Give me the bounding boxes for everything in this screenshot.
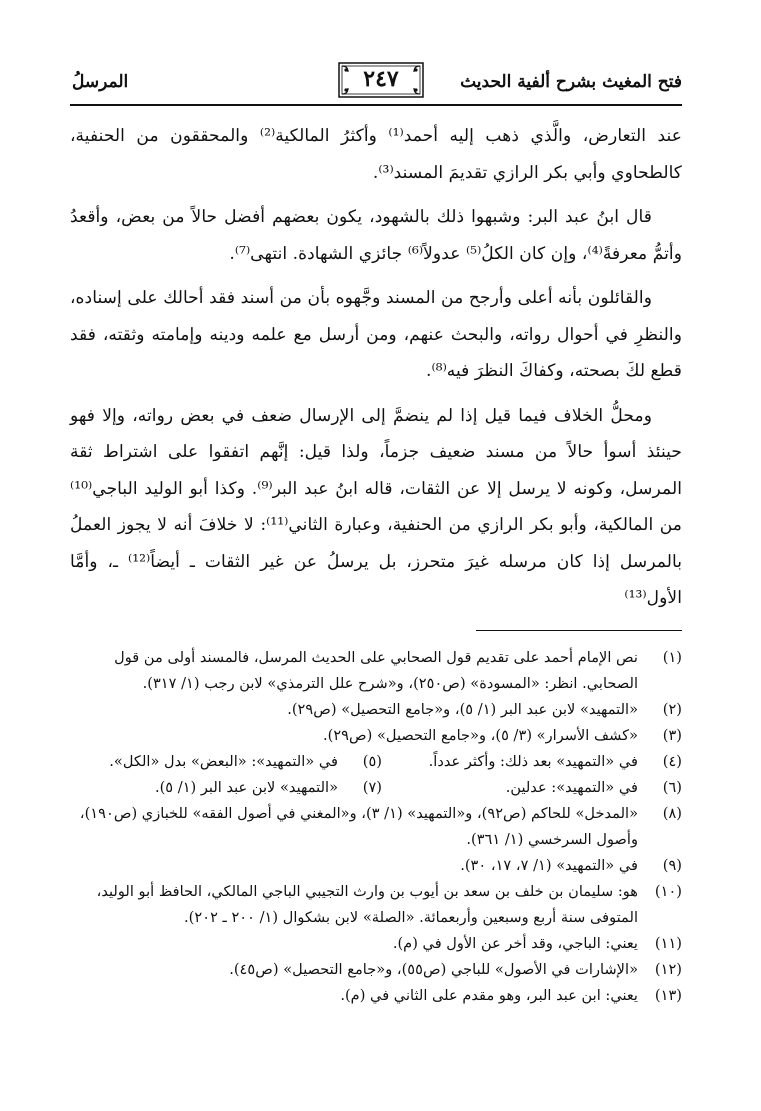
footnote-number: (٢) xyxy=(662,701,682,718)
footnote-text: «التمهيد» لابن عبد البر (١/ ٥). xyxy=(154,779,338,796)
footnote-number: (٥) xyxy=(362,753,382,770)
paragraph: ومحلُّ الخلاف فيما قيل إذا لم ينضمَّ إلى الإرسال ضعف في بعض رواته، وإلا فهو حينئذ أسوأ حالاً من مسند ضعيف جزماً، ولذا قيل: إنَّهم اتفقوا على اشتراط ثقة المرسل، وكونه لا يرسل إلا عن الثقات، قاله ابنُ عبد البر⁽⁹⁾. وكذا أبو الوليد الباجي⁽¹⁰⁾ من المالكية، وأبو بكر الرازي من الحنفية، وعبارة الثاني⁽¹¹⁾: لا خلافَ أنه لا يجوز العملُ بالمرسل إذا كان مرسله غيرَ متحرز، بل يرسلُ عن غير الثقات ـ أيضاً⁽¹²⁾ ـ، وأمَّا الأول⁽¹³⁾ xyxy=(70,405,683,608)
footnote-number: (٦) xyxy=(662,779,682,796)
footnote-number: (١٣) xyxy=(654,987,682,1004)
header-rule xyxy=(70,104,682,106)
footnote xyxy=(70,801,682,853)
footnote-pair xyxy=(70,775,682,801)
footnote-text: في «التمهيد»: «البعض» بدل «الكل». xyxy=(109,753,338,770)
footnote-number: (٨) xyxy=(662,805,682,822)
footnote-text: «المدخل» للحاكم (ص٩٢)، و«التمهيد» (١/ ٣)، و«المغني في أصول الفقه» للخبازي (ص١٩٠)، وأصول السرخسي (١/ ٣٦١). xyxy=(79,805,638,848)
footnote xyxy=(382,775,682,801)
footnote-text: «كشف الأسرار» (٣/ ٥)، و«جامع التحصيل» (ص٢٩). xyxy=(322,727,638,744)
footnote-text: يعني: ابن عبد البر، وهو مقدم على الثاني في (م). xyxy=(340,987,638,1004)
paragraph: والقائلون بأنه أعلى وأرجح من المسند وجَّهوه بأن من أسند فقد أحالك على إسناده، والنظرِ في أحوال رواته، والبحث عنهم، ومن أرسل مع علمه ودينه وإمامته وثقته، فقد قطع لكَ بصحته، وكفاكَ النظرَ فيه⁽⁸⁾. xyxy=(70,288,682,381)
footnote xyxy=(70,697,682,723)
paragraph: قال ابنُ عبد البر: وشبهوا ذلك بالشهود، يكون بعضهم أفضل حالاً من بعض، وأقعدُ وأتمُّ معرفةً⁽⁴⁾، وإن كان الكلُ⁽⁵⁾ عدولاً⁽⁶⁾ جائزي الشهادة. انتهى⁽⁷⁾. xyxy=(70,207,682,264)
footnote xyxy=(82,749,382,775)
footnote xyxy=(70,931,682,957)
footnote-text: في «التمهيد» بعد ذلك: وأكثر عدداً. xyxy=(428,753,638,770)
page-number-frame xyxy=(338,62,424,98)
footnote xyxy=(70,723,682,749)
paragraph: عند التعارض، والَّذي ذهب إليه أحمد⁽¹⁾ وأكثرُ المالكية⁽²⁾ والمحققون من الحنفية، كالطحاوي وأبي بكر الرازي تقديمَ المسند⁽³⁾. xyxy=(70,126,682,183)
footnote-text: هو: سليمان بن خلف بن سعد بن أيوب بن وارث التجيبي الباجي المالكي، الحافظ أبو الوليد، المتوفى سنة أربع وسبعين وأربعمائة. «الصلة» لابن بشكوال (١/ ٢٠٠ ـ ٢٠٢). xyxy=(96,883,638,926)
chapter-title: المرسلُ xyxy=(72,72,129,92)
footnote-number: (٤) xyxy=(662,753,682,770)
footnote-text: في «التمهيد» (١/ ٧، ١٧، ٣٠). xyxy=(460,857,638,874)
page-number: ٢٤٧ xyxy=(363,66,399,92)
footnote-text: نص الإمام أحمد على تقديم قول الصحابي على الحديث المرسل، فالمسند أولى من قول الصحابي. انظر: «المسودة» (ص٢٥٠)، و«شرح علل الترمذي» لابن رجب (١/ ٣١٧). xyxy=(114,649,638,692)
main-text xyxy=(70,118,682,625)
footnote-number: (١٢) xyxy=(654,961,682,978)
footnote xyxy=(70,645,682,697)
footnote-text: «الإشارات في الأصول» للباجي (ص٥٥)، و«جامع التحصيل» (ص٤٥). xyxy=(229,961,638,978)
footnote-separator xyxy=(476,630,682,631)
footnote-number: (٧) xyxy=(362,779,382,796)
footnote-text: في «التمهيد»: عدلين. xyxy=(505,779,638,796)
footnotes xyxy=(70,645,682,1009)
footnote-number: (١٠) xyxy=(654,883,682,900)
footnote xyxy=(70,853,682,879)
footnote-text: «التمهيد» لابن عبد البر (١/ ٥)، و«جامع التحصيل» (ص٢٩). xyxy=(287,701,638,718)
footnote-number: (١) xyxy=(662,649,682,666)
footnote-text: يعني: الباجي، وقد أخر عن الأول في (م). xyxy=(392,935,638,952)
page-header xyxy=(70,62,682,104)
footnote-number: (٣) xyxy=(662,727,682,744)
footnote xyxy=(82,775,382,801)
book-title: فتح المغيث بشرح ألفية الحديث xyxy=(460,72,682,92)
footnote xyxy=(70,879,682,931)
footnote xyxy=(70,983,682,1009)
footnote-number: (١١) xyxy=(654,935,682,952)
footnote xyxy=(70,957,682,983)
footnote xyxy=(382,749,682,775)
footnote-number: (٩) xyxy=(662,857,682,874)
footnote-pair xyxy=(70,749,682,775)
